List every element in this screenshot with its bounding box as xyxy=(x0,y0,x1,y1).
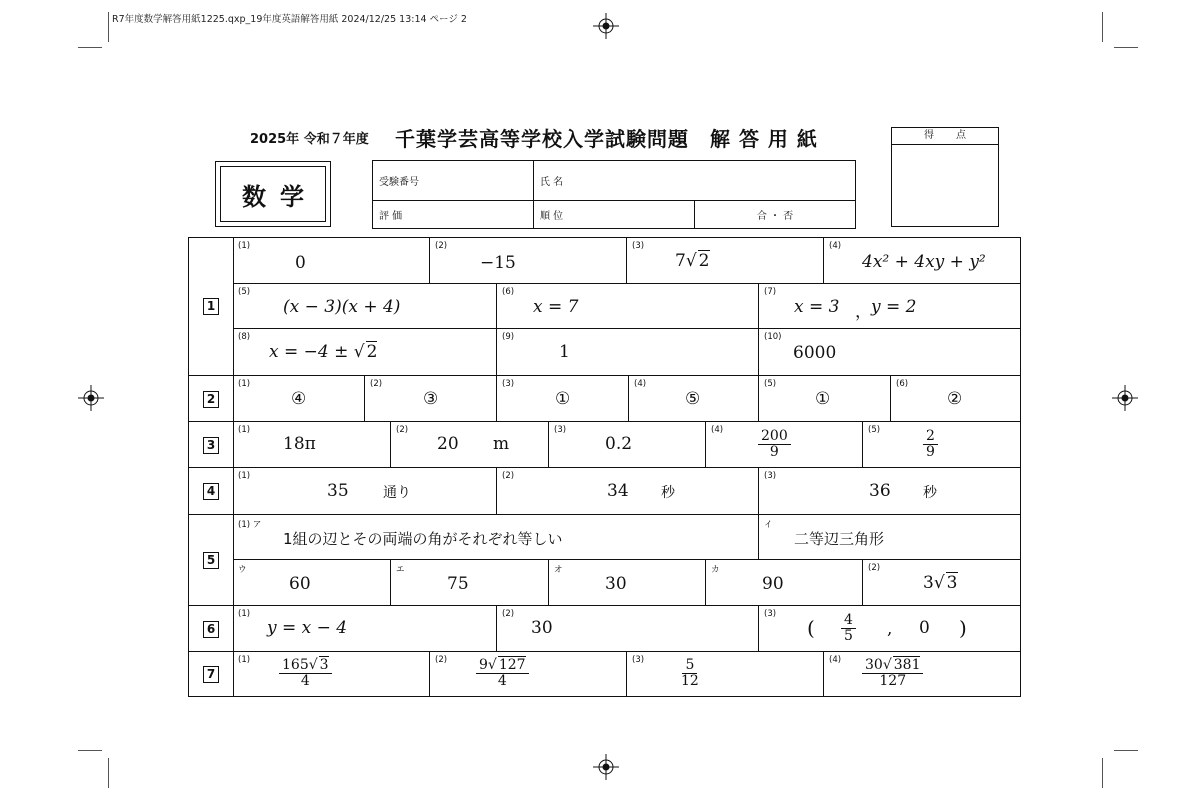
answer-value: 0.2 xyxy=(605,434,633,454)
part-label: (2) xyxy=(396,425,409,435)
question-3-row xyxy=(189,421,1020,468)
answer-cell[interactable] xyxy=(824,238,1020,284)
crop-mark xyxy=(1114,47,1138,48)
answer-cell[interactable] xyxy=(233,606,497,652)
answer-value xyxy=(269,342,377,362)
open-paren: ( xyxy=(807,616,815,640)
numerator: 9√ 127 xyxy=(476,658,529,674)
fraction xyxy=(862,658,923,689)
part-label: ウ xyxy=(238,565,247,575)
answer-value: ① xyxy=(815,389,831,409)
answer-grid xyxy=(188,237,1021,697)
answer-value: (x − 3)(x + 4) xyxy=(283,297,401,317)
name-label: 氏 名 xyxy=(540,177,564,188)
radicand: 127 xyxy=(498,657,526,673)
answer-cell[interactable] xyxy=(759,468,1020,515)
part-label: (1) xyxy=(238,379,251,389)
crop-mark xyxy=(108,758,109,788)
answer-cell[interactable] xyxy=(824,652,1020,697)
answer-value xyxy=(923,573,958,593)
answer-unit: m xyxy=(493,434,510,454)
numerator: 165√ 3 xyxy=(279,658,332,674)
score-label: 得点 xyxy=(892,128,998,145)
answer-cell[interactable] xyxy=(497,468,759,515)
question-number: 5 xyxy=(189,515,234,606)
denominator: 127 xyxy=(879,673,907,689)
answer-cell[interactable] xyxy=(497,376,629,422)
coefficient: 165 xyxy=(282,657,309,673)
answer-value: ② xyxy=(947,389,963,409)
answer-value-y: y = 2 xyxy=(871,297,917,317)
answer-value: 60 xyxy=(289,574,311,594)
part-label: (3) xyxy=(764,609,777,619)
part-label: (3) xyxy=(554,425,567,435)
registration-mark-icon xyxy=(593,754,619,780)
answer-value: y = x − 4 xyxy=(267,618,348,638)
subject-label: 数学 xyxy=(220,166,326,222)
crop-mark xyxy=(78,750,102,751)
answer-cell[interactable] xyxy=(627,652,824,697)
answer-cell[interactable] xyxy=(891,376,1020,422)
part-label: (3) xyxy=(764,471,777,481)
answer-cell[interactable] xyxy=(549,422,706,468)
answer-cell[interactable] xyxy=(759,515,1020,560)
fraction xyxy=(758,429,791,460)
exam-year-label: 2025年 令和７年度 xyxy=(250,132,369,147)
answer-unit: 通り xyxy=(383,485,411,501)
coefficient: 3 xyxy=(923,573,934,593)
subject-box xyxy=(215,161,331,227)
answer-value: ⑤ xyxy=(685,389,701,409)
crop-mark xyxy=(78,47,102,48)
answer-cell[interactable] xyxy=(233,238,430,284)
question-number: 3 xyxy=(189,422,234,468)
question-7-row xyxy=(189,651,1020,697)
pass-fail-field[interactable] xyxy=(695,201,856,229)
question-number: 4 xyxy=(189,468,234,515)
answer-value: 20 xyxy=(437,434,459,454)
denominator: 9 xyxy=(926,444,935,460)
answer-cell[interactable] xyxy=(706,422,863,468)
answer-value: 90 xyxy=(762,574,784,594)
answer-value: 30 xyxy=(605,574,627,594)
radicand: 381 xyxy=(893,657,921,673)
comma: , xyxy=(887,619,893,639)
answer-cell[interactable] xyxy=(759,376,891,422)
answer-cell[interactable] xyxy=(759,329,1020,375)
sqrt-symbol: √ xyxy=(933,573,945,593)
part-label: (1) xyxy=(238,655,251,665)
answer-value: ① xyxy=(555,389,571,409)
part-label: (1) xyxy=(238,241,251,251)
answer-separator: ， xyxy=(855,302,872,322)
answer-value: 35 xyxy=(327,481,349,501)
part-label: (2) xyxy=(435,655,448,665)
question-4-row xyxy=(189,467,1020,515)
pass-fail-label: 合 ・ 否 xyxy=(756,211,794,222)
part-label: (1) xyxy=(238,471,251,481)
expression: x = −4 ± xyxy=(269,342,354,362)
score-box[interactable] xyxy=(891,127,999,227)
answer-value: 6000 xyxy=(793,343,837,363)
answer-cell[interactable] xyxy=(391,422,549,468)
part-label: (1) ア xyxy=(238,520,262,530)
coefficient: 30 xyxy=(865,657,883,673)
answer-cell[interactable] xyxy=(430,238,627,284)
sqrt-symbol: √ xyxy=(685,251,697,271)
question-number: 2 xyxy=(189,376,234,422)
fraction xyxy=(681,658,699,689)
crop-mark xyxy=(108,12,109,42)
crop-mark xyxy=(1114,750,1138,751)
answer-value: 1 xyxy=(559,342,570,362)
part-label: (4) xyxy=(829,655,842,665)
coefficient: 9 xyxy=(479,657,488,673)
answer-cell[interactable] xyxy=(706,560,863,606)
answer-cell[interactable] xyxy=(233,560,391,606)
answer-value: 二等辺三角形 xyxy=(794,530,885,548)
question-number: 7 xyxy=(189,652,234,697)
question-number: 1 xyxy=(189,238,234,375)
denominator: 9 xyxy=(769,444,779,460)
page-title: 千葉学芸高等学校入学試験問題 解 答 用 紙 xyxy=(395,127,818,151)
answer-cell[interactable] xyxy=(430,652,627,697)
evaluation-label: 評 価 xyxy=(379,211,403,222)
numerator: 2 xyxy=(923,429,938,445)
sqrt-symbol: √ xyxy=(353,342,365,362)
question-number: 6 xyxy=(189,606,234,652)
fraction xyxy=(279,658,332,689)
part-label: (4) xyxy=(634,379,647,389)
rank-field[interactable] xyxy=(534,201,695,229)
answer-cell[interactable] xyxy=(863,422,1020,468)
answer-cell[interactable] xyxy=(233,652,430,697)
part-label: (4) xyxy=(711,425,724,435)
answer-unit: 秒 xyxy=(923,485,937,501)
answer-cell[interactable] xyxy=(863,560,1020,606)
exam-number-label: 受験番号 xyxy=(379,177,419,188)
radicand: 3 xyxy=(319,657,329,673)
answer-cell[interactable] xyxy=(497,329,759,375)
part-label: カ xyxy=(711,565,720,575)
question-6-row xyxy=(189,605,1020,652)
answer-value: 18π xyxy=(283,434,316,454)
denominator: 5 xyxy=(844,628,853,644)
registration-mark-icon xyxy=(1112,385,1138,411)
numerator: 200 xyxy=(758,429,791,445)
part-label: (2) xyxy=(502,471,515,481)
part-label: (5) xyxy=(238,287,251,297)
part-label: (9) xyxy=(502,332,515,342)
answer-cell[interactable] xyxy=(233,515,759,560)
answer-cell[interactable] xyxy=(391,560,549,606)
answer-value: x = 7 xyxy=(533,297,579,317)
answer-cell[interactable] xyxy=(549,560,706,606)
rank-label: 順 位 xyxy=(540,211,564,222)
evaluation-field[interactable] xyxy=(373,201,534,229)
answer-value: 34 xyxy=(607,481,629,501)
part-label: オ xyxy=(554,565,563,575)
answer-value: −15 xyxy=(480,253,516,273)
answer-unit: 秒 xyxy=(661,485,675,501)
answer-value: 36 xyxy=(869,481,891,501)
part-label: (8) xyxy=(238,332,251,342)
answer-cell[interactable] xyxy=(627,238,824,284)
question-1-row xyxy=(189,238,1020,375)
answer-value: 30 xyxy=(531,618,553,638)
crop-mark xyxy=(1102,12,1103,42)
fraction xyxy=(923,429,938,460)
registration-mark-icon xyxy=(78,385,104,411)
radicand: 2 xyxy=(698,251,710,271)
name-field[interactable] xyxy=(534,161,856,201)
part-label: (5) xyxy=(764,379,777,389)
file-header: R7年度数学解答用紙1225.qxp_19年度英語解答用紙 2024/12/25 13:14 ページ 2 xyxy=(112,14,467,25)
answer-cell[interactable] xyxy=(497,284,759,329)
part-label: (3) xyxy=(632,655,645,665)
numerator: 5 xyxy=(682,658,697,674)
answer-cell[interactable] xyxy=(233,376,365,422)
answer-value: 4x² + 4xy + y² xyxy=(862,252,986,272)
part-label: エ xyxy=(396,565,405,575)
answer-cell[interactable] xyxy=(759,606,1020,652)
part-label: (2) xyxy=(370,379,383,389)
denominator: 12 xyxy=(681,673,699,689)
part-label: (2) xyxy=(502,609,515,619)
exam-number-field[interactable] xyxy=(373,161,534,201)
examinee-info-table xyxy=(372,160,856,229)
answer-cell[interactable] xyxy=(233,329,497,375)
part-label: (3) xyxy=(502,379,515,389)
radicand: 2 xyxy=(366,342,378,362)
question-2-row xyxy=(189,375,1020,422)
fraction xyxy=(841,613,856,644)
question-5-row xyxy=(189,514,1020,606)
part-label: (2) xyxy=(435,241,448,251)
close-paren: ) xyxy=(959,616,967,640)
answer-value: 75 xyxy=(447,574,469,594)
answer-cell[interactable] xyxy=(233,468,497,515)
crop-mark xyxy=(1102,758,1103,788)
answer-value: ④ xyxy=(291,389,307,409)
answer-cell[interactable] xyxy=(233,284,497,329)
part-label: (2) xyxy=(868,563,881,573)
fraction xyxy=(476,658,529,689)
answer-cell[interactable] xyxy=(629,376,759,422)
answer-cell[interactable] xyxy=(759,284,1020,329)
answer-value xyxy=(675,251,710,271)
answer-value-x: x = 3 xyxy=(794,297,840,317)
registration-mark-icon xyxy=(593,13,619,39)
answer-value: 0 xyxy=(295,253,306,273)
part-label: (5) xyxy=(868,425,881,435)
part-label: (3) xyxy=(632,241,645,251)
denominator: 4 xyxy=(300,673,310,689)
part-label: (10) xyxy=(764,332,782,342)
numerator: 30√ 381 xyxy=(862,658,923,674)
part-label: (7) xyxy=(764,287,777,297)
answer-value: 1組の辺とその両端の角がそれぞれ等しい xyxy=(283,530,563,548)
part-label: (1) xyxy=(238,609,251,619)
part-label: (4) xyxy=(829,241,842,251)
answer-cell[interactable] xyxy=(365,376,497,422)
answer-cell[interactable] xyxy=(233,422,391,468)
answer-value: 0 xyxy=(919,618,930,638)
part-label: (1) xyxy=(238,425,251,435)
denominator: 4 xyxy=(497,673,507,689)
part-label: (6) xyxy=(502,287,515,297)
radicand: 3 xyxy=(946,573,958,593)
answer-cell[interactable] xyxy=(497,606,759,652)
numerator: 4 xyxy=(841,613,856,629)
part-label: イ xyxy=(764,520,773,530)
answer-value: ③ xyxy=(423,389,439,409)
part-label: (6) xyxy=(896,379,909,389)
coefficient: 7 xyxy=(675,251,686,271)
